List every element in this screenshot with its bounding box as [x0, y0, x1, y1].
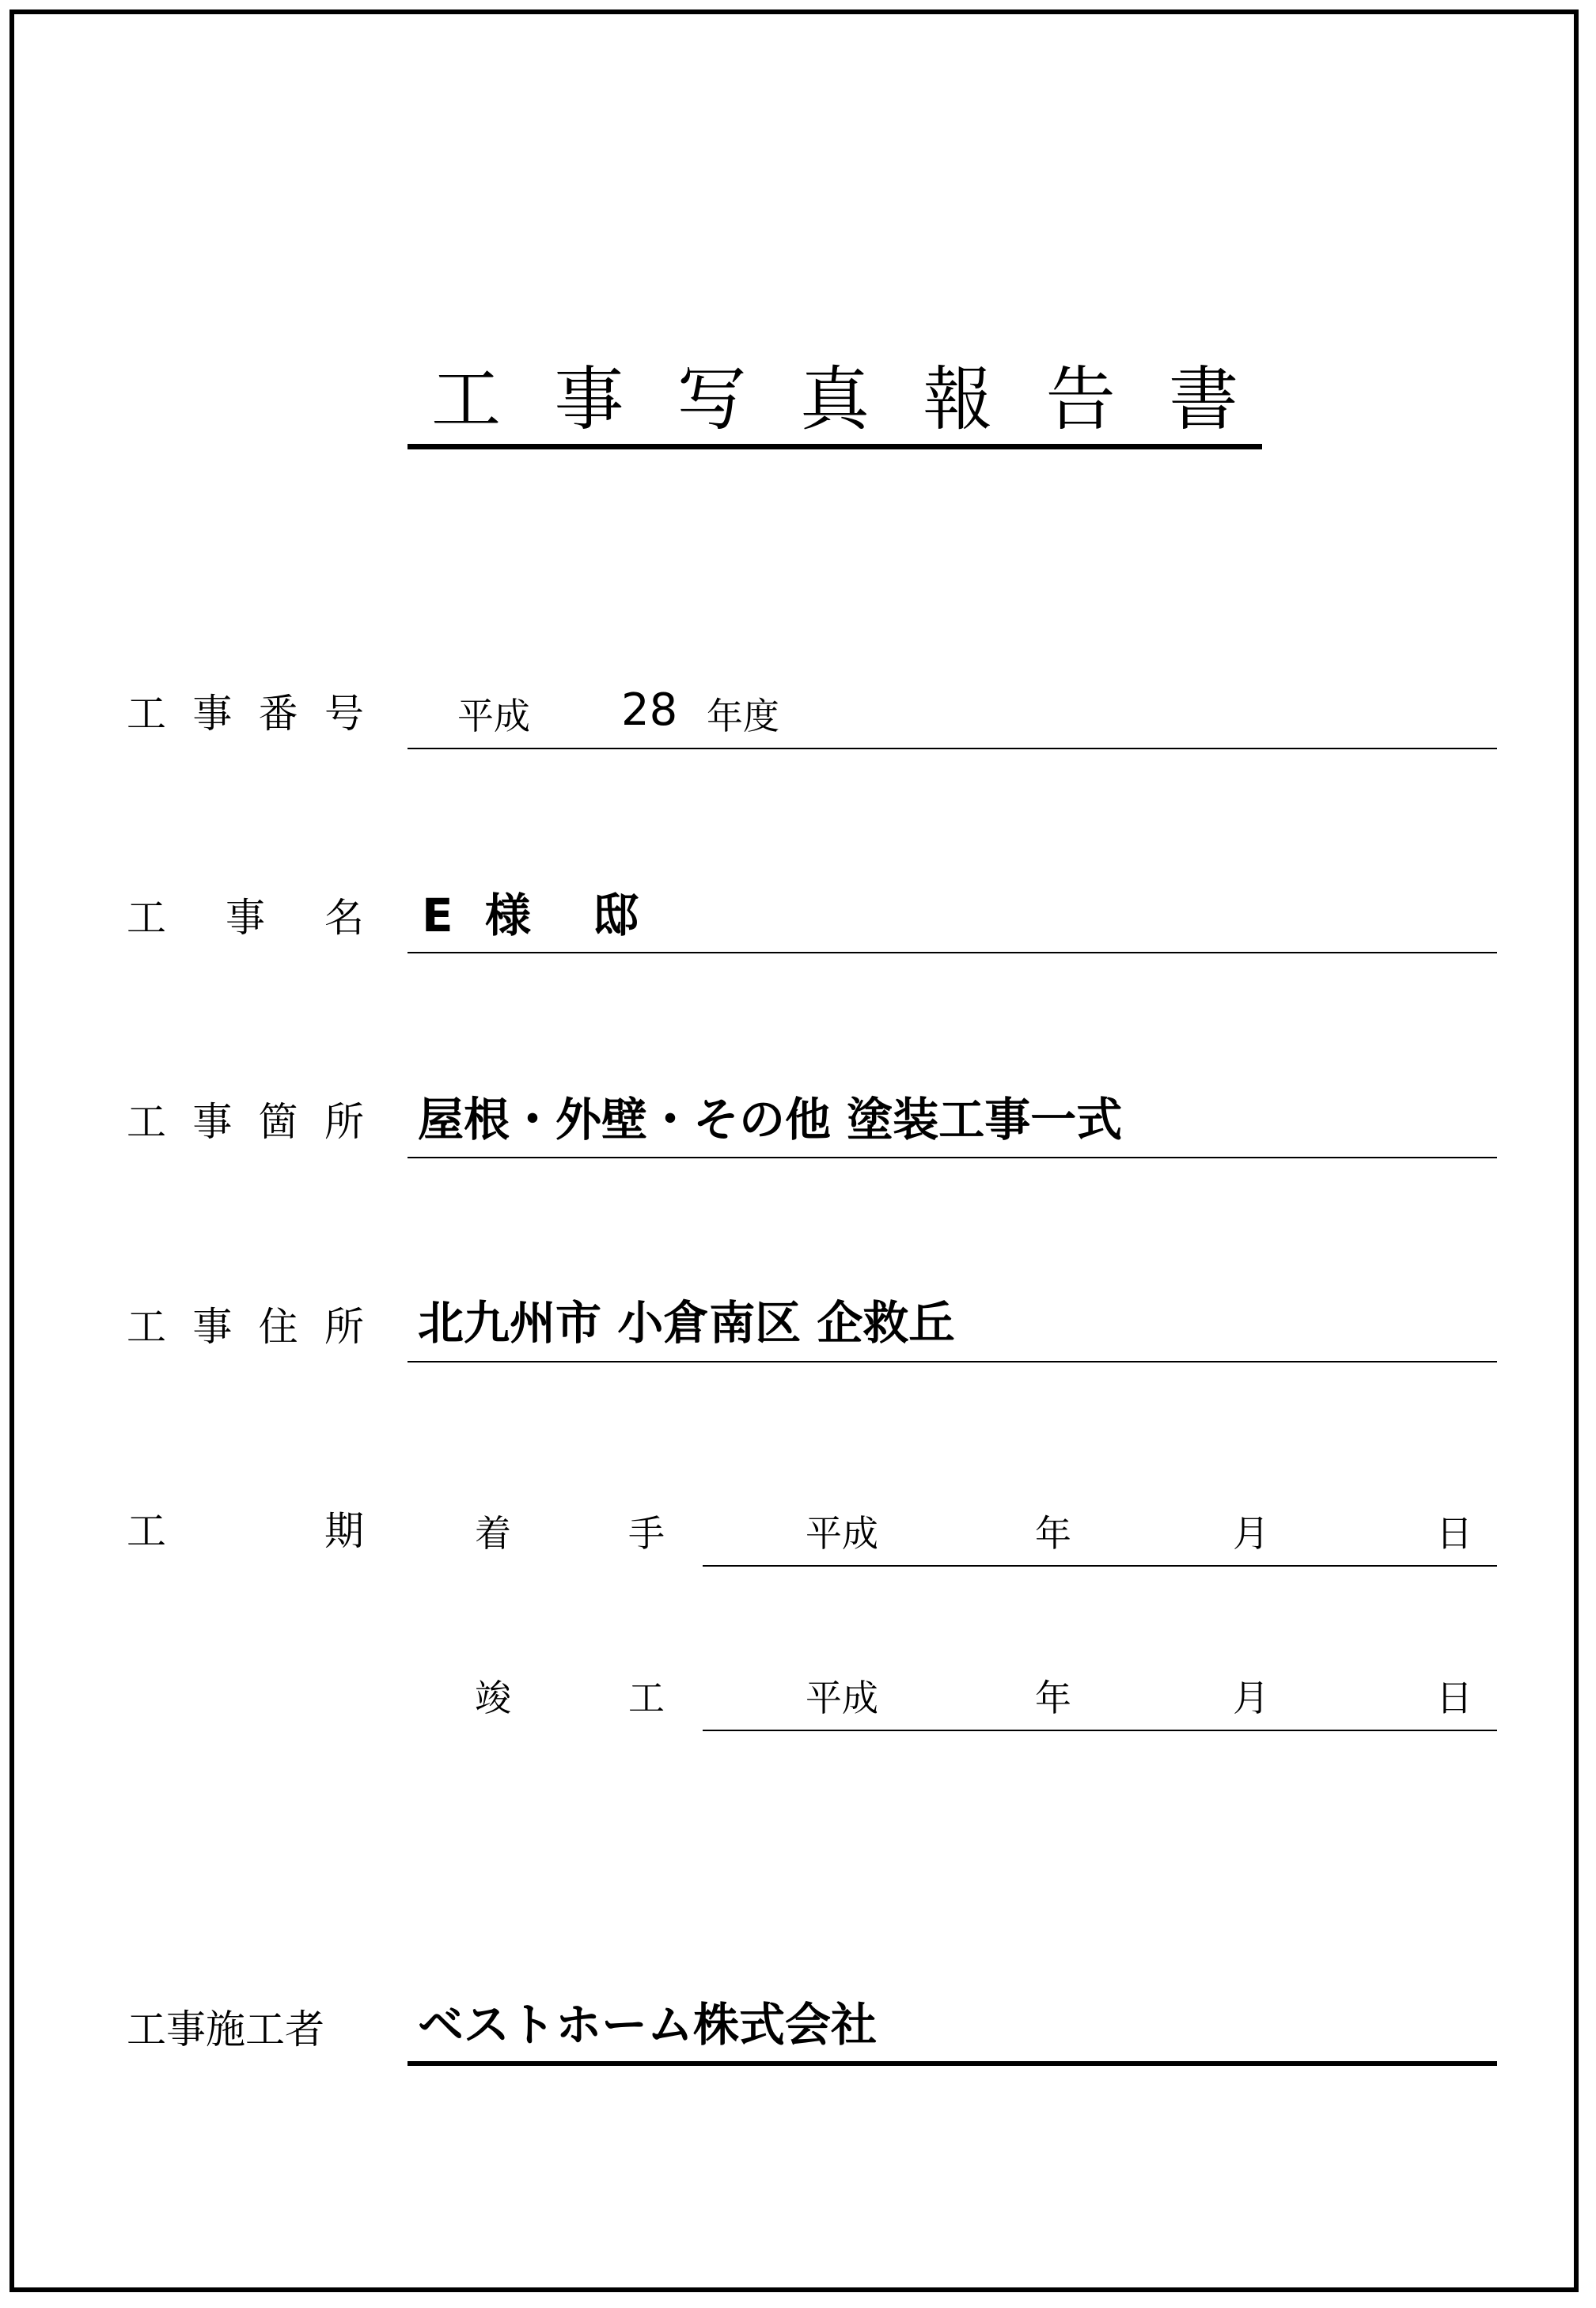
- label-char: 事: [226, 895, 265, 941]
- site-address-value: 北九州市 小倉南区 企救丘: [418, 1296, 955, 1350]
- start-month-unit: 月: [1233, 1512, 1269, 1555]
- site-address-label: [127, 1304, 364, 1350]
- project-number-era: 平成: [457, 695, 530, 737]
- title-char: 写: [677, 358, 747, 440]
- site-address-underline: [408, 1361, 1497, 1362]
- start-year-unit: 年: [1035, 1512, 1071, 1555]
- project-number-underline: [408, 748, 1497, 749]
- work-period-label: [127, 1508, 364, 1554]
- start-label: [475, 1512, 665, 1555]
- label-char: 所: [324, 1304, 364, 1350]
- label-char: 期: [324, 1508, 364, 1554]
- project-name-value: E 様 邸: [422, 889, 646, 942]
- label-char: 事: [192, 1304, 233, 1350]
- end-label: [475, 1677, 665, 1719]
- label-char: 工: [628, 1677, 665, 1719]
- label-char: 工: [127, 1099, 166, 1145]
- title-char: 告: [1045, 358, 1116, 440]
- start-day-unit: 日: [1436, 1512, 1473, 1555]
- work-location-underline: [408, 1157, 1497, 1158]
- label-char: 工: [127, 1304, 166, 1350]
- label-char: 事: [192, 1099, 233, 1145]
- end-month-unit: 月: [1233, 1677, 1269, 1719]
- project-number-suffix: 年度: [707, 695, 779, 737]
- label-char: 箇: [258, 1099, 298, 1145]
- label-char: 竣: [475, 1677, 511, 1719]
- title-char: 報: [923, 358, 993, 440]
- end-era: 平成: [806, 1677, 878, 1719]
- title-char: 真: [799, 358, 870, 440]
- start-era: 平成: [806, 1512, 878, 1555]
- label-char: 住: [258, 1304, 298, 1350]
- contractor-value: ベストホーム株式会社: [418, 1998, 878, 2052]
- title-char: 工: [431, 358, 502, 440]
- end-day-unit: 日: [1436, 1677, 1473, 1719]
- title-char: 事: [554, 358, 624, 440]
- label-char: 事: [192, 691, 233, 737]
- label-char: 着: [475, 1512, 511, 1555]
- label-char: 工: [127, 1508, 166, 1554]
- work-location-label: [127, 1099, 364, 1145]
- label-char: 番: [258, 691, 298, 737]
- contractor-label: 工事施工者: [127, 2007, 324, 2052]
- start-date-underline: [703, 1565, 1497, 1567]
- project-name-underline: [408, 952, 1497, 953]
- project-name-label: [127, 895, 364, 941]
- work-location-value: 屋根・外壁・その他 塗装工事一式: [418, 1093, 1123, 1146]
- title-char: 書: [1168, 358, 1238, 440]
- contractor-underline: [408, 2061, 1497, 2066]
- label-char: 工: [127, 691, 166, 737]
- label-char: 手: [628, 1512, 665, 1555]
- label-char: 所: [324, 1099, 364, 1145]
- label-char: 工: [127, 895, 166, 941]
- project-number-year: 28: [621, 684, 678, 736]
- document-title: [408, 360, 1262, 439]
- page-border: [9, 9, 1579, 2292]
- end-date-underline: [703, 1730, 1497, 1731]
- label-char: 名: [324, 895, 364, 941]
- label-char: 号: [324, 691, 364, 737]
- project-number-label: [127, 691, 364, 737]
- title-underline: [408, 444, 1262, 449]
- end-year-unit: 年: [1035, 1677, 1071, 1719]
